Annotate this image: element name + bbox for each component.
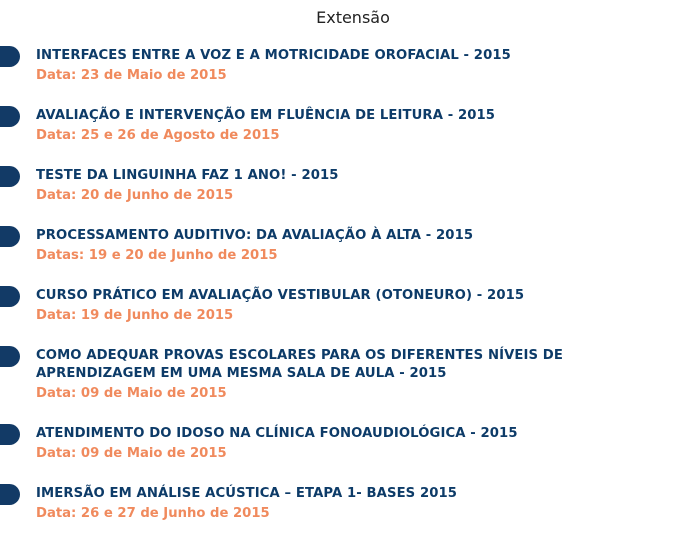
course-title-link[interactable]: TESTE DA LINGUINHA FAZ 1 ANO! - 2015	[36, 168, 339, 183]
course-title-link[interactable]: IMERSÃO EM ANÁLISE ACÚSTICA – ETAPA 1- BASES 2015	[36, 486, 458, 501]
bullet-icon	[0, 346, 20, 367]
course-title-link[interactable]: PROCESSAMENTO AUDITIVO: DA AVALIAÇÃO À ALTA - 2015	[36, 228, 474, 243]
course-date: Data: 20 de Junho de 2015	[36, 188, 234, 203]
course-title-link[interactable]: CURSO PRÁTICO EM AVALIAÇÃO VESTIBULAR (OTONEURO) - 2015	[36, 288, 525, 303]
bullet-icon	[0, 226, 20, 247]
course-title-link[interactable]: ATENDIMENTO DO IDOSO NA CLÍNICA FONOAUDIOLÓGICA - 2015	[36, 426, 518, 441]
course-date: Data: 09 de Maio de 2015	[36, 386, 227, 401]
course-date: Datas: 19 e 20 de Junho de 2015	[36, 248, 278, 263]
bullet-icon	[0, 484, 20, 505]
bullet-icon	[0, 424, 20, 445]
course-date: Data: 09 de Maio de 2015	[36, 446, 227, 461]
course-date: Data: 19 de Junho de 2015	[36, 308, 234, 323]
course-title-link[interactable]: INTERFACES ENTRE A VOZ E A MOTRICIDADE OROFACIAL - 2015	[36, 48, 511, 63]
course-date: Data: 26 e 27 de Junho de 2015	[36, 506, 270, 521]
course-title-link[interactable]: COMO ADEQUAR PROVAS ESCOLARES PARA OS DIFERENTES NÍVEIS DE APRENDIZAGEM EM UMA MESMA SALA DE AULA - 2015	[36, 348, 563, 381]
course-date: Data: 25 e 26 de Agosto de 2015	[36, 128, 280, 143]
bullet-icon	[0, 166, 20, 187]
section-title: Extensão	[316, 8, 390, 27]
bullet-icon	[0, 106, 20, 127]
bullet-icon	[0, 46, 20, 67]
course-date: Data: 23 de Maio de 2015	[36, 68, 227, 83]
bullet-icon	[0, 286, 20, 307]
course-title-link[interactable]: AVALIAÇÃO E INTERVENÇÃO EM FLUÊNCIA DE LEITURA - 2015	[36, 108, 496, 123]
